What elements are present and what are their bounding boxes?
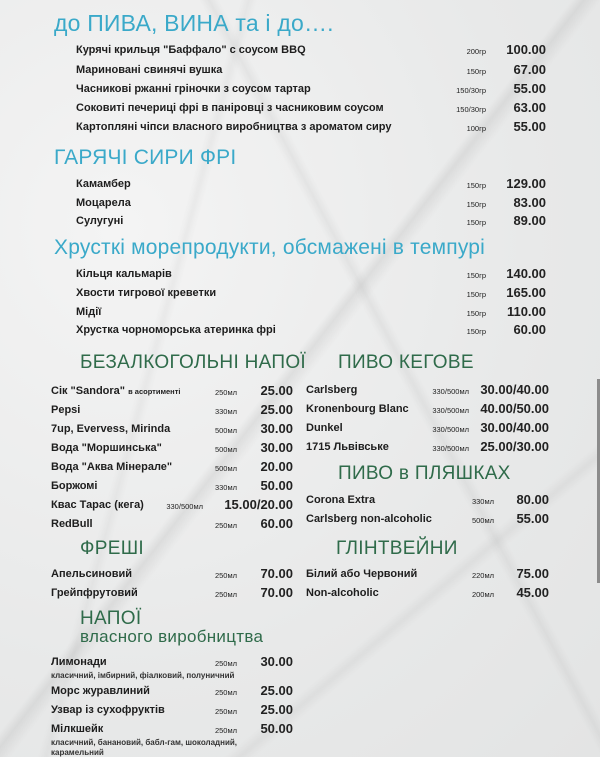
menu-item: [306, 420, 549, 438]
section-title-seafood: Хрусткі морепродукти, обсмажені в темпурі: [54, 236, 486, 259]
item-qty: 200мл: [471, 590, 494, 599]
menu-item: [306, 585, 549, 603]
item-name: Квас Тарас (кега): [51, 499, 144, 511]
menu-item: [306, 511, 549, 529]
item-qty: 250мл: [214, 707, 237, 716]
item-price: 63.00: [513, 100, 546, 115]
item-name: RedBull: [51, 518, 93, 530]
item-name: Corona Extra: [306, 494, 376, 506]
item-qty: 250мл: [214, 521, 237, 530]
item-name: Carlsberg non-alcoholic: [306, 513, 432, 525]
menu-item: [51, 402, 293, 420]
item-price: 80.00: [516, 492, 549, 507]
item-qty: 250мл: [214, 571, 237, 580]
item-price: 30.00: [260, 421, 293, 436]
item-price: 30.00/40.00: [480, 382, 549, 397]
menu-item: [76, 42, 546, 60]
item-qty: 250мл: [214, 726, 237, 735]
item-qty: 220мл: [471, 571, 494, 580]
menu-item: [51, 459, 293, 477]
item-price: 50.00: [260, 478, 293, 493]
item-qty: 330мл: [214, 407, 237, 416]
item-price: 60.00: [513, 322, 546, 337]
item-qty: 200гр: [466, 47, 486, 56]
item-qty: 250мл: [214, 688, 237, 697]
item-qty: 330/500мл: [432, 387, 469, 396]
item-name: Узвар із сухофруктів: [51, 704, 165, 716]
item-price: 55.00: [513, 119, 546, 134]
section-title-bottled-beer: ПИВО в ПЛЯШКАХ: [338, 463, 511, 484]
item-price: 55.00: [513, 81, 546, 96]
menu-item: [51, 383, 293, 401]
item-qty: 150/30гр: [456, 86, 486, 95]
item-qty: 250мл: [214, 659, 237, 668]
item-name: Non-alcoholic: [306, 587, 379, 599]
item-price: 25.00/30.00: [480, 439, 549, 454]
item-name: Моцарела: [76, 197, 131, 209]
item-name: 7up, Evervess, Mirinda: [51, 423, 171, 435]
item-price: 20.00: [260, 459, 293, 474]
item-qty: 150гр: [466, 181, 486, 190]
item-price: 25.00: [260, 702, 293, 717]
item-name: Вода "Моршинська": [51, 442, 162, 454]
item-price: 45.00: [516, 585, 549, 600]
menu-item: [76, 304, 546, 322]
item-name: Лимонади: [51, 656, 107, 668]
item-name: Хрустка чорноморська атеринка фрі: [76, 324, 276, 336]
item-name: Сулугуні: [76, 215, 124, 227]
item-price: 140.00: [506, 266, 546, 281]
item-price: 15.00/20.00: [224, 497, 293, 512]
item-price: 25.00: [260, 402, 293, 417]
item-variants-continued: карамельний: [51, 748, 104, 757]
section-subtitle-house-drinks: власного виробництва: [80, 627, 264, 646]
item-note: в асортименті: [128, 387, 181, 396]
item-price: 70.00: [260, 566, 293, 581]
item-name: Мідії: [76, 306, 102, 318]
item-price: 89.00: [513, 213, 546, 228]
item-qty: 150/30гр: [456, 105, 486, 114]
item-qty: 150гр: [466, 327, 486, 336]
menu-item: [76, 322, 546, 340]
item-variants: класичний, імбирний, фіалковий, полуничний: [51, 671, 235, 680]
menu-item: [51, 566, 293, 584]
item-price: 67.00: [513, 62, 546, 77]
item-price: 129.00: [506, 176, 546, 191]
menu-item: [51, 585, 293, 603]
menu-item: [76, 195, 546, 213]
item-name: Курячі крильця "Баффало" с соусом BBQ: [76, 44, 306, 56]
item-name: Морс журавлиний: [51, 685, 150, 697]
menu-item: [76, 285, 546, 303]
item-price: 25.00: [260, 383, 293, 398]
item-price: 83.00: [513, 195, 546, 210]
item-qty: 150гр: [466, 290, 486, 299]
menu-item: [51, 516, 293, 534]
menu-item: [76, 176, 546, 194]
section-title-mulled-wine: ГЛІНТВЕЙНИ: [336, 538, 458, 559]
item-price: 55.00: [516, 511, 549, 526]
item-name: [51, 385, 180, 397]
item-qty: 330мл: [471, 497, 494, 506]
menu-item: [51, 421, 293, 439]
item-name: Хвости тигрової креветки: [76, 287, 217, 299]
item-name: Камамбер: [76, 178, 131, 190]
menu-item: [306, 401, 549, 419]
menu-item: [76, 81, 546, 99]
item-name: Вода "Аква Мінерале": [51, 461, 173, 473]
item-qty: 100гр: [466, 124, 486, 133]
item-name: Carlsberg: [306, 384, 358, 396]
item-qty: 150гр: [466, 67, 486, 76]
item-variants: класичний, банановий, бабл-гам, шоколадний,: [51, 738, 238, 747]
item-qty: 250мл: [214, 388, 237, 397]
menu-item: [306, 382, 549, 400]
menu-item: [51, 440, 293, 458]
item-price: 60.00: [260, 516, 293, 531]
item-qty: 150гр: [466, 200, 486, 209]
section-title-soft-drinks: БЕЗАЛКОГОЛЬНІ НАПОЇ: [80, 352, 306, 373]
item-name: Боржомі: [51, 480, 98, 492]
item-qty: 500мл: [471, 516, 494, 525]
section-title-house-drinks: НАПОЇ: [80, 608, 142, 629]
section-title-fresh: ФРЕШІ: [80, 538, 144, 559]
item-qty: 330/500мл: [432, 425, 469, 434]
section-title-cheese: ГАРЯЧІ СИРИ ФРІ: [54, 146, 237, 169]
item-price: 40.00/50.00: [480, 401, 549, 416]
item-name: Грейпфрутовий: [51, 587, 138, 599]
item-name: Апельсиновий: [51, 568, 132, 580]
item-qty: 330/500мл: [432, 444, 469, 453]
item-name: Часникові ржанні гріночки з соусом тартар: [76, 83, 311, 95]
menu-item: [306, 566, 549, 584]
item-price: 50.00: [260, 721, 293, 736]
item-qty: 150гр: [466, 218, 486, 227]
item-price: 70.00: [260, 585, 293, 600]
item-qty: 150гр: [466, 309, 486, 318]
item-qty: 330/500мл: [166, 502, 203, 511]
item-name: Kronenbourg Blanc: [306, 403, 409, 415]
item-name: Pepsi: [51, 404, 81, 416]
item-price: 30.00: [260, 654, 293, 669]
item-name: Соковиті печериці фрі в паніровці з часниковим соусом: [76, 102, 384, 114]
menu-item: [51, 683, 293, 701]
item-name: Білий або Червоний: [306, 568, 418, 580]
item-price: 110.00: [506, 304, 546, 319]
menu-item: [51, 478, 293, 496]
item-name: Картопляні чіпси власного виробництва з ароматом сиру: [76, 121, 392, 133]
menu-item: [76, 119, 546, 137]
item-qty: 500мл: [214, 426, 237, 435]
menu-item: [76, 100, 546, 118]
menu-item: [51, 497, 293, 515]
item-price: 30.00: [260, 440, 293, 455]
item-price: 100.00: [506, 42, 546, 57]
item-qty: 500мл: [214, 445, 237, 454]
item-name: Dunkel: [306, 422, 343, 434]
item-name: Мілкшейк: [51, 723, 104, 735]
menu-item: [76, 266, 546, 284]
item-qty: 250мл: [214, 590, 237, 599]
item-price: 25.00: [260, 683, 293, 698]
item-name: Мариновані свинячі вушка: [76, 64, 223, 76]
menu-item: [76, 213, 546, 231]
item-price: 30.00/40.00: [480, 420, 549, 435]
menu-item: [76, 62, 546, 80]
item-qty: 330/500мл: [432, 406, 469, 415]
item-qty: 150гр: [466, 271, 486, 280]
item-name: 1715 Львівське: [306, 441, 389, 453]
menu-item: [306, 439, 549, 457]
menu-item: [51, 702, 293, 720]
item-price: 75.00: [516, 566, 549, 581]
item-qty: 330мл: [214, 483, 237, 492]
item-name-text: Сік "Sandora": [51, 385, 126, 397]
section-title-snacks: до ПИВА, ВИНА та і до….: [54, 10, 334, 36]
menu-item: [306, 492, 549, 510]
item-qty: 500мл: [214, 464, 237, 473]
section-title-draft-beer: ПИВО КЕГОВЕ: [338, 352, 474, 373]
item-price: 165.00: [506, 285, 546, 300]
item-name: Кільця кальмарів: [76, 268, 172, 280]
